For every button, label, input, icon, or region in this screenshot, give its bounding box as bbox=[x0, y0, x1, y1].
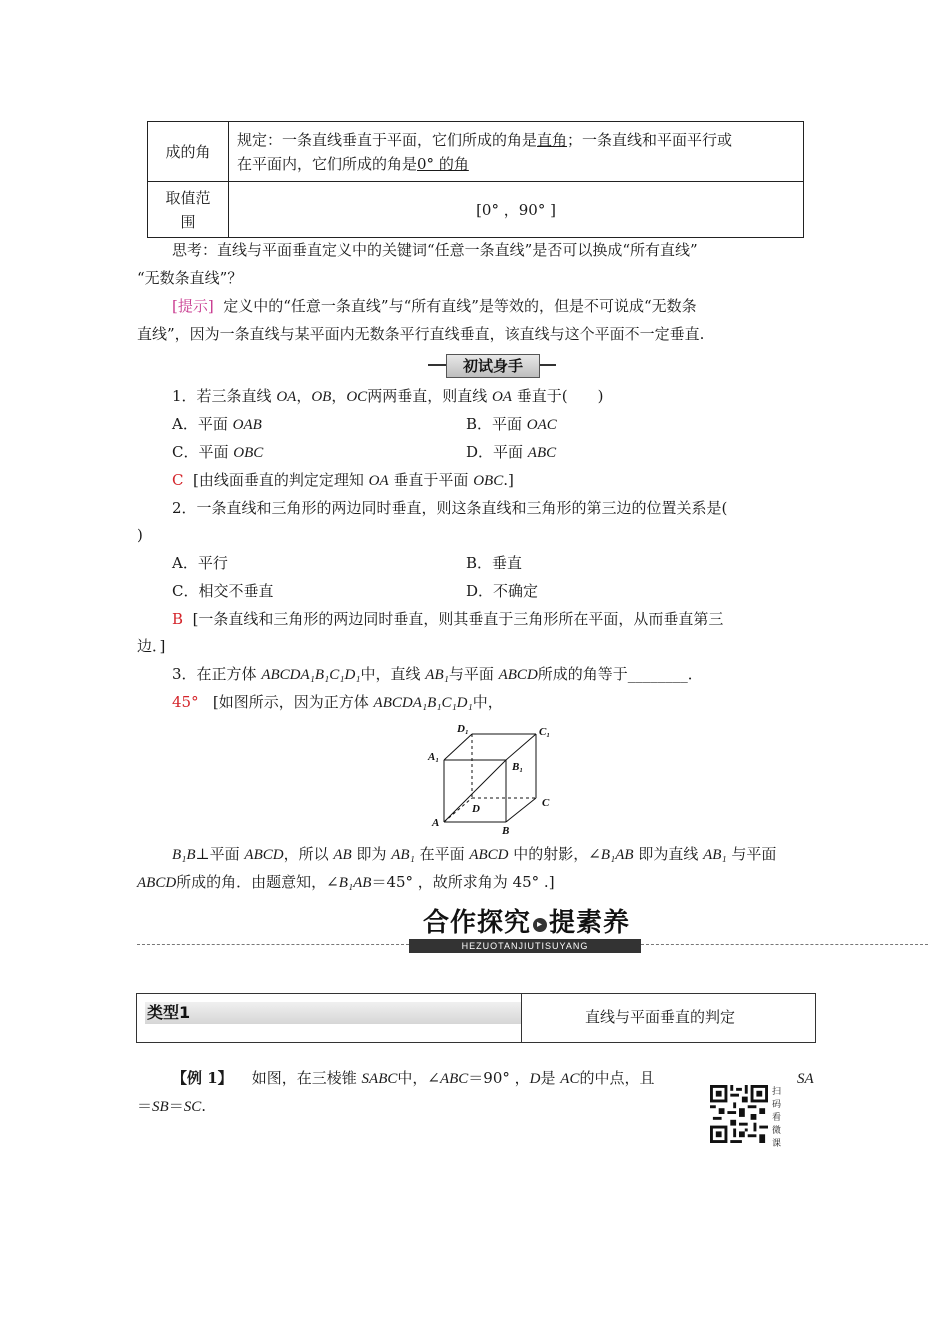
q2-option-a: A．平行 bbox=[172, 554, 228, 572]
hint-line-1: [提示] 定义中的“任意一条直线”与“所有直线”是等效的，但是不可说成“无数条 bbox=[172, 297, 697, 315]
q3-solution-1: B₁B⊥平面 ABCD，所以 AB 即为 AB₁ 在平面 ABCD 中的射影，∠B₁AB 即为直线 AB₁ 与平面 bbox=[172, 845, 777, 863]
q2-answer-letter: B bbox=[172, 610, 184, 628]
type-tag: 类型1 bbox=[147, 1003, 191, 1022]
table-cell-range-value: [0° ，90° ] bbox=[229, 182, 804, 238]
q1-option-a: A．平面 OAB bbox=[172, 415, 262, 433]
section-badge bbox=[428, 354, 556, 376]
q1-option-d: D．平面 ABC bbox=[466, 443, 557, 461]
chevron-right-icon: ▸ bbox=[533, 918, 547, 932]
table-row-head-angle: 成的角 bbox=[148, 122, 229, 182]
hint-tag: [提示] bbox=[172, 297, 214, 315]
type-box bbox=[136, 993, 816, 1043]
q1-answer-letter: C bbox=[172, 471, 184, 489]
edge-a1d1 bbox=[444, 734, 472, 760]
type-title: 直线与平面垂直的判定 bbox=[585, 1008, 736, 1026]
banner-pinyin: HEZUOTANJIUTISUYANG bbox=[409, 939, 641, 953]
type-tag-bar bbox=[145, 1002, 521, 1024]
section-banner bbox=[409, 908, 641, 954]
label-b1: B₁ bbox=[512, 761, 524, 773]
q2-option-c: C．相交不垂直 bbox=[172, 582, 274, 600]
q2-answer: B [一条直线和三角形的两边同时垂直，则其垂直于三角形所在平面，从而垂直第三 bbox=[172, 610, 724, 628]
think-line-1: 思考：直线与平面垂直定义中的关键词“任意一条直线”是否可以换成“所有直线” bbox=[172, 241, 698, 259]
example-line-1: 【例 1】 如图，在三棱锥 SABC中，∠ABC＝90° ，D是 AC的中点，且 bbox=[172, 1069, 655, 1087]
q3-answer: 45° [如图所示，因为正方体 ABCDA₁B₁C₁D₁中， bbox=[172, 693, 503, 711]
label-a1: A₁ bbox=[428, 751, 440, 763]
table-row-head-range: 取值范 围 bbox=[148, 182, 229, 238]
label-a: A bbox=[432, 817, 440, 829]
example-line-2: ＝SB＝SC. bbox=[137, 1097, 206, 1115]
q2-option-b: B．垂直 bbox=[466, 554, 523, 572]
q1-option-b: B．平面 OAC bbox=[466, 415, 557, 433]
right-angle-term: 直角 bbox=[537, 130, 568, 149]
q2-option-d: D．不确定 bbox=[466, 582, 539, 600]
hint-line-2: 直线”，因为一条直线与某平面内无数条平行直线垂直，该直线与这个平面不一定垂直. bbox=[137, 325, 705, 343]
table-cell-angle-rule: 规定：一条直线垂直于平面，它们所成的角是直角；一条直线和平面平行或 在平面内，它们所成的角是0° 的角 bbox=[229, 122, 804, 182]
q1-answer: C [由线面垂直的判定定理知 OA 垂直于平面 OBC.] bbox=[172, 471, 514, 489]
banner-dash-right bbox=[641, 944, 928, 945]
q3-answer-value: 45° bbox=[172, 693, 199, 711]
q3-stem: 3．在正方体 ABCDA₁B₁C₁D₁中，直线 AB₁与平面 ABCD所成的角等于________． bbox=[172, 665, 703, 683]
banner-dash-left bbox=[137, 944, 409, 945]
zero-angle-term: 0° 的角 bbox=[417, 154, 469, 173]
example-tag: 【例 1】 bbox=[172, 1069, 233, 1087]
q1-option-c: C．平面 OBC bbox=[172, 443, 264, 461]
think-line-2: “无数条直线”？ bbox=[137, 269, 243, 287]
q2-stem-2: ) bbox=[137, 526, 143, 544]
definition-table bbox=[147, 121, 804, 238]
label-d1: D₁ bbox=[457, 723, 469, 735]
label-c1: C₁ bbox=[539, 726, 551, 738]
qr-code-icon[interactable] bbox=[709, 1085, 769, 1143]
type-box-divider bbox=[521, 994, 522, 1042]
q2-explanation-2: 边．] bbox=[137, 637, 166, 655]
cube-figure bbox=[424, 718, 564, 838]
q1-stem: 1．若三条直线 OA，OB，OC两两垂直，则直线 OA 垂直于( ) bbox=[172, 387, 604, 405]
label-d: D bbox=[472, 803, 480, 815]
edge-b1c1 bbox=[506, 734, 536, 760]
label-c: C bbox=[542, 797, 550, 809]
edge-bc bbox=[506, 798, 536, 822]
badge-label: 初试身手 bbox=[446, 354, 540, 378]
q2-stem-1: 2．一条直线和三角形的两边同时垂直，则这条直线和三角形的第三边的位置关系是( bbox=[172, 499, 728, 517]
example-sa: SA bbox=[797, 1071, 814, 1087]
banner-title: 合作探究 ▸ 提素养 bbox=[423, 908, 631, 938]
qr-caption: 扫码看微课 bbox=[772, 1087, 782, 1149]
label-b: B bbox=[502, 825, 510, 837]
q3-solution-2: ABCD所成的角．由题意知，∠B₁AB＝45° ，故所求角为 45° .] bbox=[137, 873, 555, 891]
